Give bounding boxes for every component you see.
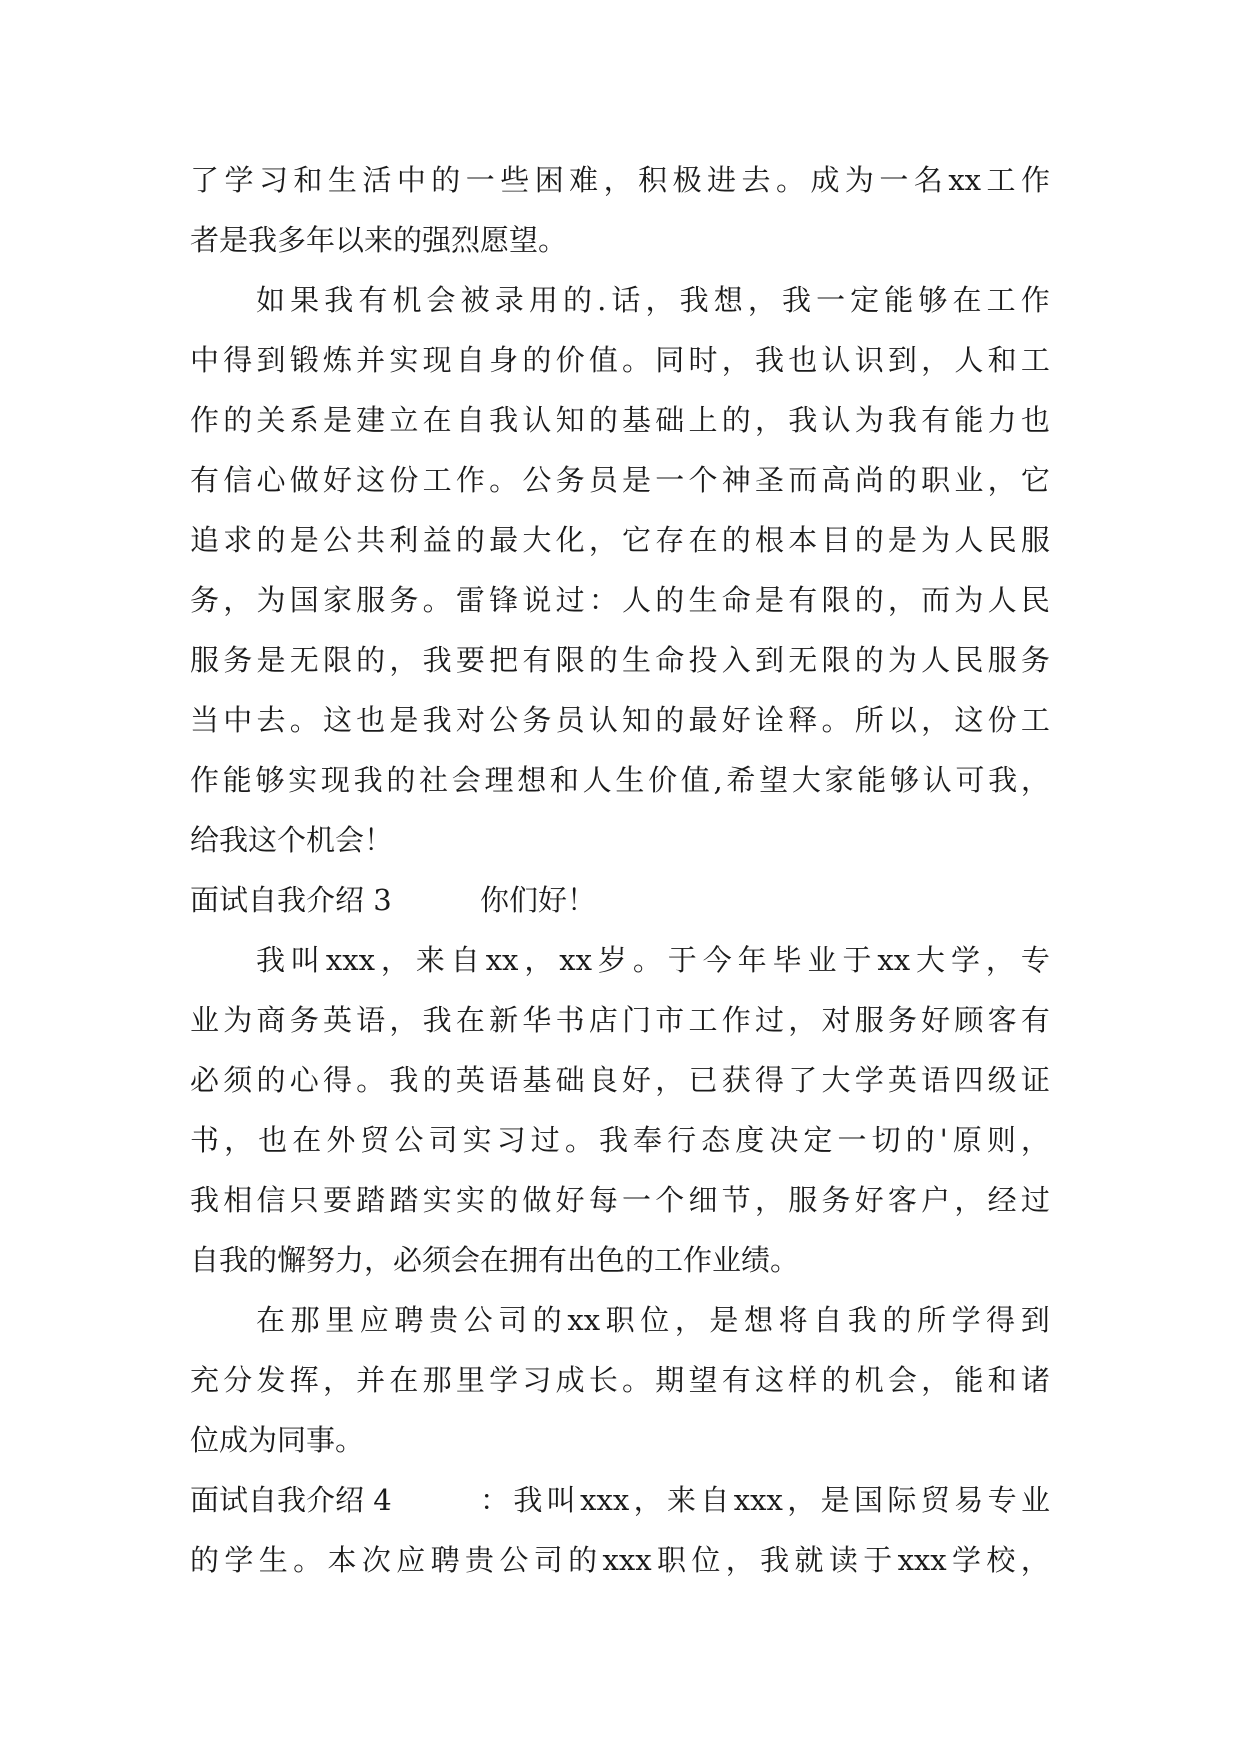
paragraph-line: 书 ， 也 在 外 贸 公 司 实 习 过 。 我 奉 行 态 度 决 定 一 切 的 ' 原 则 ， — [190, 1123, 1050, 1157]
paragraph-line: 了 学 习 和 生 活 中 的 一 些 困 难 ， 积 极 进 去 。 成 为 一 名 xx 工 作 — [190, 163, 1050, 197]
paragraph-line: 中 得 到 锻 炼 并 实 现 自 身 的 价 值 。 同 时 ， 我 也 认 识 到 ， 人 和 工 — [190, 343, 1050, 377]
paragraph-line: 我 相 信 只 要 踏 踏 实 实 的 做 好 每 一 个 细 节 ， 服 务 好 客 户 ， 经 过 — [190, 1183, 1050, 1217]
paragraph-last-line: 者是我多年以来的强烈愿望。 — [190, 223, 568, 257]
paragraph-line: 业 为 商 务 英 语 ， 我 在 新 华 书 店 门 市 工 作 过 ， 对 服 务 好 顾 客 有 — [190, 1003, 1050, 1037]
section-heading: 面试自我介绍 3 — [190, 883, 392, 917]
heading-text: 你们好！ — [480, 883, 597, 917]
paragraph-last-line: 给我这个机会！ — [190, 823, 394, 857]
heading-text: ： 我 叫 xxx ， 来 自 xxx ， 是 国 际 贸 易 专 业 — [480, 1483, 1050, 1517]
paragraph-line: 充 分 发 挥 ， 并 在 那 里 学 习 成 长 。 期 望 有 这 样 的 机 会 ， 能 和 诸 — [190, 1363, 1050, 1397]
paragraph-line: 务 ， 为 国 家 服 务 。 雷 锋 说 过 ： 人 的 生 命 是 有 限 的 ， 而 为 人 民 — [190, 583, 1050, 617]
section-heading: 面试自我介绍 4 — [190, 1483, 392, 1517]
paragraph-line: 的 学 生 。 本 次 应 聘 贵 公 司 的 xxx 职 位 ， 我 就 读 于 xxx 学 校 ， — [190, 1543, 1050, 1577]
paragraph-first-line: 在 那 里 应 聘 贵 公 司 的 xx 职 位 ， 是 想 将 自 我 的 所 学 得 到 — [256, 1303, 1050, 1337]
paragraph-line: 服 务 是 无 限 的 ， 我 要 把 有 限 的 生 命 投 入 到 无 限 的 为 人 民 服 务 — [190, 643, 1050, 677]
paragraph-first-line: 我 叫 xxx ， 来 自 xx ， xx 岁 。 于 今 年 毕 业 于 xx 大 学 ， 专 — [256, 943, 1050, 977]
paragraph-line: 作 能 够 实 现 我 的 社 会 理 想 和 人 生 价 值 , 希 望 大 家 能 够 认 可 我 ， — [190, 763, 1050, 797]
paragraph-last-line: 位成为同事。 — [190, 1423, 365, 1457]
paragraph-last-line: 自我的懈努力，必须会在拥有出色的工作业绩。 — [190, 1243, 800, 1277]
paragraph-first-line: 如 果 我 有 机 会 被 录 用 的 . 话 ， 我 想 ， 我 一 定 能 够 在 工 作 — [256, 283, 1050, 317]
paragraph-line: 必 须 的 心 得 。 我 的 英 语 基 础 良 好 ， 已 获 得 了 大 学 英 语 四 级 证 — [190, 1063, 1050, 1097]
paragraph-line: 当 中 去 。 这 也 是 我 对 公 务 员 认 知 的 最 好 诠 释 。 所 以 ， 这 份 工 — [190, 703, 1050, 737]
section-heading-line — [190, 870, 1050, 930]
paragraph-line: 追 求 的 是 公 共 利 益 的 最 大 化 ， 它 存 在 的 根 本 目 的 是 为 人 民 服 — [190, 523, 1050, 557]
paragraph-line: 有 信 心 做 好 这 份 工 作 。 公 务 员 是 一 个 神 圣 而 高 尚 的 职 业 ， 它 — [190, 463, 1050, 497]
paragraph-line: 作 的 关 系 是 建 立 在 自 我 认 知 的 基 础 上 的 ， 我 认 为 我 有 能 力 也 — [190, 403, 1050, 437]
document-page — [190, 150, 1050, 1590]
section-heading-line — [190, 1470, 1050, 1530]
